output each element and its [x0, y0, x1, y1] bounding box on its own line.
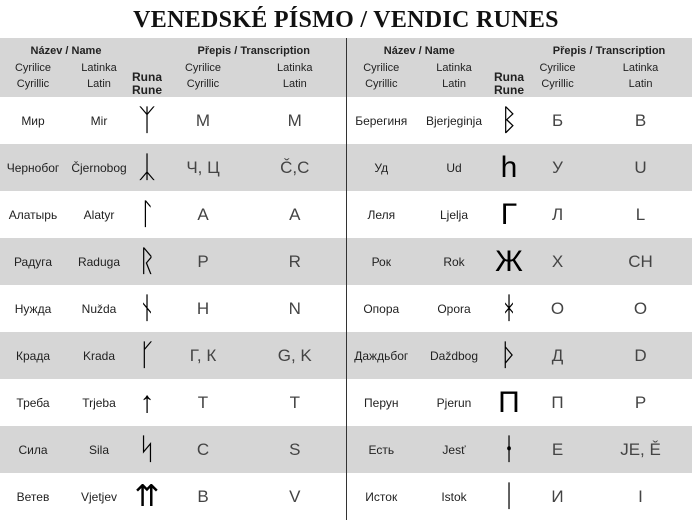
- rune-glyph: ᛋ: [138, 432, 156, 466]
- header-cyrillic: Cyrillic: [186, 78, 220, 90]
- name-latin: Vjetjev: [80, 489, 118, 504]
- header-cyrilice: Cyrilice: [184, 61, 222, 74]
- name-cyrillic: Уд: [374, 160, 389, 175]
- name-cyrillic: Берегиня: [355, 113, 408, 128]
- header-rune-label-cz: Runa: [132, 70, 162, 84]
- transcription-cyrillic: Б: [551, 110, 564, 130]
- header-latinka: Latinka: [244, 58, 346, 78]
- table-row: [0, 97, 692, 144]
- rune-glyph: ⇈: [134, 479, 160, 513]
- name-cyrillic: Есть: [368, 442, 395, 457]
- rune-glyph: ᚱ: [138, 244, 156, 278]
- runes-table: [0, 38, 692, 520]
- transcription-latin: A: [244, 191, 346, 238]
- header-latinka: Latinka: [436, 61, 472, 74]
- header-latin: Latin: [628, 78, 653, 90]
- rune-glyph: Π: [498, 385, 520, 419]
- name-cyrillic: Радуга: [13, 254, 53, 269]
- transcription-cyrillic: Л: [551, 204, 564, 224]
- rune-glyph: h: [500, 150, 518, 184]
- header-name-left: Název / Name: [30, 45, 102, 57]
- name-latin: Nužda: [81, 301, 117, 316]
- transcription-cyrillic: Н: [196, 298, 210, 318]
- header-rune-left: [132, 38, 162, 97]
- rune-glyph: ᛉ: [138, 103, 156, 137]
- transcription-latin: P: [634, 392, 647, 412]
- transcription-latin: G, K: [244, 332, 346, 379]
- transcription-cyrillic: М: [195, 110, 211, 130]
- name-latin: Mir: [90, 113, 108, 128]
- transcription-cyrillic: И: [551, 486, 564, 506]
- transcription-latin: D: [634, 345, 647, 365]
- transcription-latin: U: [634, 157, 647, 177]
- rune-glyph: ᚽ: [500, 432, 519, 466]
- rune-glyph: ↑: [139, 385, 155, 419]
- name-latin: Ljelja: [440, 207, 469, 222]
- header-cyrillic: Cyrillic: [16, 78, 50, 90]
- name-cyrillic: Ветев: [16, 489, 50, 504]
- rune-glyph: ᛁ: [500, 479, 519, 513]
- name-latin: Istok: [441, 489, 467, 504]
- table-row: [0, 473, 692, 520]
- header-latinka: Latinka: [81, 61, 117, 74]
- name-cyrillic: Исток: [365, 489, 398, 504]
- name-latin: Sila: [88, 442, 109, 457]
- name-cyrillic: Опора: [363, 301, 400, 316]
- transcription-cyrillic: Г, К: [189, 345, 217, 365]
- transcription-latin: CH: [628, 251, 653, 271]
- table-row: [0, 144, 692, 191]
- name-latin: Čjernobog: [71, 160, 127, 175]
- header-cyrilice: Cyrilice: [14, 61, 52, 74]
- table-row: [0, 379, 692, 426]
- transcription-cyrillic: Р: [197, 251, 209, 271]
- transcription-cyrillic: Т: [197, 392, 209, 412]
- transcription-latin: M: [244, 97, 346, 144]
- rune-glyph: Γ: [500, 197, 518, 231]
- name-cyrillic: Алатырь: [8, 207, 58, 222]
- rune-glyph: ᚦ: [500, 338, 519, 372]
- table-row: [0, 238, 692, 285]
- header-row-2: [0, 58, 692, 78]
- transcription-cyrillic: Е: [551, 439, 564, 459]
- transcription-cyrillic: О: [550, 298, 565, 318]
- header-rune-label-en: Rune: [132, 83, 162, 97]
- transcription-latin: O: [633, 298, 648, 318]
- rune-glyph: ᚾ: [138, 291, 156, 325]
- transcription-latin: R: [244, 238, 346, 285]
- rune-glyph: ᛒ: [500, 103, 519, 137]
- header-row-1: [0, 38, 692, 58]
- header-name-right: Název / Name: [383, 45, 455, 57]
- transcription-cyrillic: У: [552, 157, 563, 177]
- header-latin: Latin: [244, 78, 346, 97]
- name-latin: Pjerun: [436, 395, 472, 410]
- transcription-latin: V: [244, 473, 346, 520]
- name-latin: Jesť: [442, 442, 466, 457]
- header-row-3: [0, 78, 692, 97]
- transcription-latin: S: [244, 426, 346, 473]
- name-cyrillic: Чернобог: [6, 160, 60, 175]
- transcription-cyrillic: В: [197, 486, 209, 506]
- header-cyrilice: Cyrilice: [363, 61, 400, 74]
- name-latin: Opora: [437, 301, 471, 316]
- transcription-latin: I: [638, 486, 643, 506]
- name-cyrillic: Даждьбог: [354, 348, 409, 363]
- name-latin: Ud: [446, 160, 462, 175]
- name-cyrillic: Нужда: [14, 301, 52, 316]
- name-cyrillic: Рок: [371, 254, 391, 269]
- name-cyrillic: Мир: [21, 113, 45, 128]
- header-cyrillic: Cyrillic: [365, 78, 398, 90]
- table-row: [0, 426, 692, 473]
- name-cyrillic: Сила: [18, 442, 48, 457]
- name-latin: Raduga: [77, 254, 121, 269]
- transcription-cyrillic: А: [197, 204, 209, 224]
- transcription-latin: Č,C: [244, 144, 346, 191]
- transcription-latin: N: [244, 285, 346, 332]
- header-rune-label-en: Rune: [494, 83, 525, 97]
- name-latin: Rok: [443, 254, 465, 269]
- header-cyrillic: Cyrillic: [541, 78, 574, 90]
- header-rune-right: [492, 38, 526, 97]
- rune-glyph: ᚼ: [500, 291, 519, 325]
- table-row: [0, 332, 692, 379]
- transcription-cyrillic: С: [196, 439, 210, 459]
- header-latin: Latin: [442, 78, 466, 90]
- header-latinka: Latinka: [622, 61, 659, 74]
- transcription-cyrillic: Х: [551, 251, 564, 271]
- rune-glyph: ᛣ: [138, 150, 156, 184]
- header-latin: Latin: [87, 78, 111, 90]
- transcription-latin: JE, Ě: [620, 439, 661, 459]
- name-latin: Krada: [82, 348, 116, 363]
- header-cyrilice: Cyrilice: [539, 61, 576, 74]
- transcription-latin: L: [635, 204, 646, 224]
- header-transcription-left: Přepis / Transcription: [162, 38, 346, 58]
- rune-glyph: Ж: [495, 244, 523, 278]
- transcription-latin: B: [634, 110, 647, 130]
- transcription-cyrillic: Д: [551, 345, 564, 365]
- table-row: [0, 285, 692, 332]
- table-row: [0, 191, 692, 238]
- name-cyrillic: Перун: [364, 395, 399, 410]
- name-cyrillic: Треба: [16, 395, 50, 410]
- name-latin: Daždbog: [429, 348, 479, 363]
- transcription-cyrillic: Ч, Ц: [186, 157, 220, 177]
- name-latin: Bjerjeginja: [425, 113, 483, 128]
- name-latin: Alatyr: [83, 207, 115, 222]
- header-transcription-right: Přepis / Transcription: [552, 45, 666, 57]
- name-cyrillic: Леля: [367, 207, 396, 222]
- rune-glyph: ᚴ: [138, 338, 156, 372]
- header-rune-label-cz: Runa: [494, 70, 525, 84]
- transcription-cyrillic: П: [551, 392, 564, 412]
- name-cyrillic: Крада: [15, 348, 50, 363]
- name-latin: Trjeba: [82, 395, 116, 410]
- rune-glyph: ᛚ: [138, 197, 156, 231]
- transcription-latin: T: [244, 379, 346, 426]
- page-title: VENEDSKÉ PÍSMO / VENDIC RUNES: [133, 7, 559, 33]
